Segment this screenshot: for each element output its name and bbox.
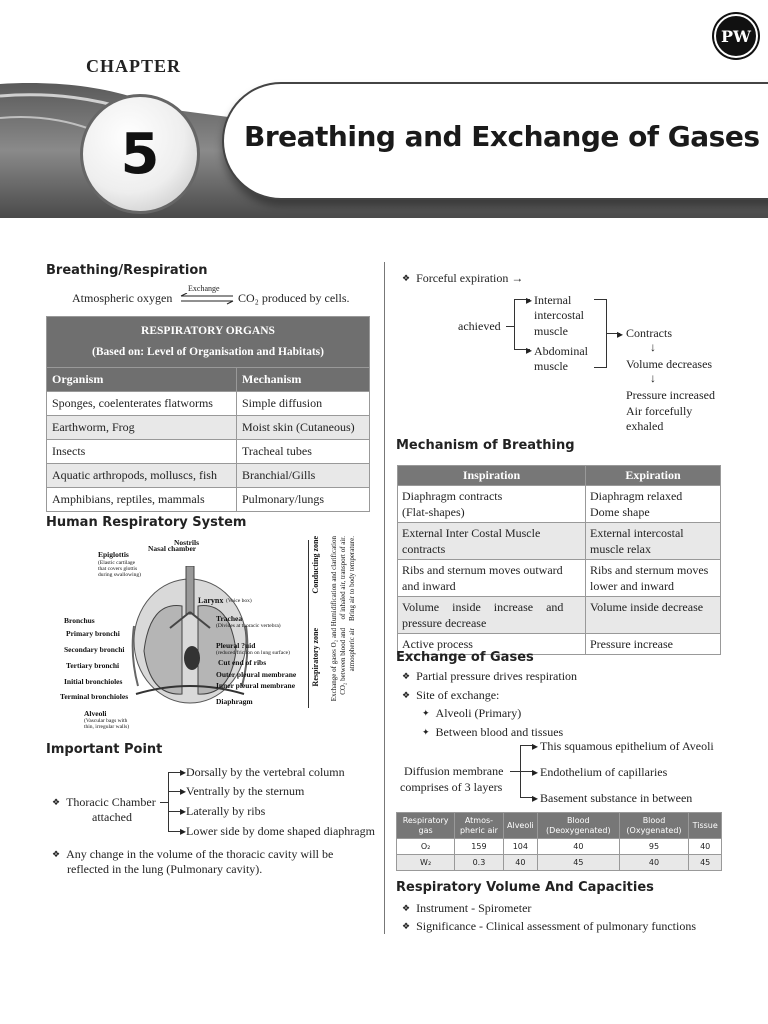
bracket-line bbox=[160, 802, 168, 803]
exchange-arrow-icon bbox=[179, 293, 235, 305]
volume-bullet: ❖ Instrument - Spirometer bbox=[402, 901, 531, 916]
zone-divider bbox=[308, 540, 309, 708]
organs-col-organism: Organism bbox=[47, 368, 237, 392]
thoracic-label-2: attached bbox=[92, 810, 132, 824]
diagram-label: Cut end of ribs bbox=[218, 658, 267, 667]
diagram-note: (Divides at thoracic vertebra) bbox=[216, 623, 281, 629]
diagram-label: Alveoli bbox=[84, 709, 107, 718]
diagram-label: Primary bronchi bbox=[66, 629, 120, 638]
diagram-label: Larynx bbox=[198, 596, 224, 605]
diagram-label: Pleural ?uid bbox=[216, 641, 256, 650]
arrow-icon: ▸ bbox=[532, 765, 539, 779]
layer-item: Basement substance in between bbox=[540, 791, 693, 805]
volume-bullet: ❖ Significance - Clinical assessment of pulmonary functions bbox=[402, 919, 696, 934]
table-row: External Inter Costal Muscle contracts External intercostal muscle relax bbox=[398, 523, 721, 560]
muscle-label: intercostal bbox=[534, 308, 584, 322]
diffusion-label-2: comprises of 3 layers bbox=[400, 780, 503, 794]
diagram-label: Tertiary bronchi bbox=[66, 661, 120, 670]
arrow-icon: ▸ bbox=[180, 784, 187, 798]
muscle-label: Abdominal bbox=[534, 344, 588, 358]
zone-desc: Bring air to body temperature. bbox=[348, 536, 356, 621]
exchange-sub-bullet: ✦ Between blood and tissues bbox=[422, 725, 563, 740]
mechanism-heading: Mechanism of Breathing bbox=[396, 438, 575, 453]
table-row: Insects Tracheal tubes bbox=[47, 440, 370, 464]
muscle-label: muscle bbox=[534, 359, 568, 373]
conducting-zone-label: Conducting zone bbox=[311, 536, 320, 594]
mech-col-inspiration: Inspiration bbox=[398, 466, 586, 486]
arrow-icon: ▸ bbox=[526, 293, 533, 307]
gas-col-header: Blood (Oxygenated) bbox=[619, 813, 689, 839]
gas-col-header: Tissue bbox=[689, 813, 722, 839]
diagram-label: Epiglottis bbox=[98, 550, 129, 559]
bracket-line bbox=[594, 299, 606, 300]
table-row: W₂ 0.3 40 45 40 45 bbox=[397, 855, 722, 871]
bracket-line bbox=[168, 772, 169, 832]
diagram-label: Nasal chamber bbox=[148, 544, 197, 553]
zone-desc: atmospheric air bbox=[348, 628, 356, 672]
muscle-label: muscle bbox=[534, 324, 568, 338]
arrow-icon: ▸ bbox=[617, 327, 624, 341]
air-label: Air forcefully bbox=[626, 404, 693, 418]
diagram-label: Secondary bronchi bbox=[64, 645, 125, 654]
diagram-note: (Elastic cartilage bbox=[98, 560, 136, 566]
bracket-line bbox=[594, 367, 606, 368]
partial-pressure-table bbox=[396, 812, 722, 871]
zone-desc: CO₂ between blood and bbox=[339, 628, 347, 695]
table-row: Active process Pressure increase bbox=[398, 634, 721, 655]
diffusion-label: Diffusion membrane bbox=[404, 764, 504, 778]
mech-col-expiration: Expiration bbox=[586, 466, 721, 486]
exchange-bullet: ❖ Site of exchange: bbox=[402, 688, 499, 703]
achieved-label: achieved bbox=[458, 319, 501, 333]
respiratory-organs-table bbox=[46, 316, 370, 512]
diagram-label: Outer pleural membrane bbox=[216, 670, 297, 679]
bracket-line bbox=[510, 771, 520, 772]
pw-logo: PW bbox=[714, 14, 758, 58]
arrow-icon: ▸ bbox=[532, 791, 539, 805]
forceful-expiration: ❖ Forceful expiration → bbox=[402, 271, 523, 286]
thoracic-item: Laterally by ribs bbox=[186, 804, 266, 818]
table-row: Ribs and sternum moves outward and inward Ribs and sternum moves lower and inward bbox=[398, 560, 721, 597]
arrow-icon: ▸ bbox=[180, 824, 187, 838]
chapter-number: 5 bbox=[120, 121, 160, 187]
organs-table-title: RESPIRATORY ORGANS (Based on: Level of Organisation and Habitats) bbox=[47, 317, 370, 368]
table-row: Aquatic arthropods, molluscs, fish Branchial/Gills bbox=[47, 464, 370, 488]
table-row: Volume inside increase and pressure decrease Volume inside decrease bbox=[398, 597, 721, 634]
gas-col-header: Atmos- pheric air bbox=[455, 813, 503, 839]
diagram-label: Initial bronchioles bbox=[64, 677, 123, 686]
mechanism-table bbox=[397, 465, 721, 655]
diagram-label: Inner pleural membrane bbox=[216, 681, 296, 690]
gas-col-header: Blood (Deoxygenated) bbox=[538, 813, 620, 839]
chapter-title: Breathing and Exchange of Gases bbox=[244, 120, 760, 153]
pressure-label: Pressure increased bbox=[626, 388, 715, 402]
breathing-eq-right: CO₂ produced by cells. bbox=[238, 291, 350, 305]
exchange-arrow-label: Exchange bbox=[188, 284, 220, 293]
exchange-heading: Exchange of Gases bbox=[396, 650, 534, 665]
arrow-icon: ▸ bbox=[526, 343, 533, 357]
hrs-heading: Human Respiratory System bbox=[46, 515, 247, 530]
thoracic-label: ❖ Thoracic Chamber bbox=[52, 795, 156, 810]
breathing-heading: Breathing/Respiration bbox=[46, 263, 208, 278]
bracket-line bbox=[506, 326, 514, 327]
arrow-icon: ▸ bbox=[180, 804, 187, 818]
diagram-label: Trachea bbox=[216, 614, 243, 623]
chapter-number-badge bbox=[80, 94, 200, 214]
zone-desc: of inhaled air, transport of air. bbox=[339, 536, 347, 620]
gas-col-header: Respiratory gas bbox=[397, 813, 455, 839]
diagram-label: Nostrils bbox=[174, 538, 199, 547]
respiratory-zone-label: Respiratory zone bbox=[311, 628, 320, 687]
layer-item: This squamous epithelium of Aveoli bbox=[540, 739, 714, 753]
exchange-bullet: ❖ Partial pressure drives respiration bbox=[402, 669, 577, 684]
diagram-note: that covers glottis bbox=[98, 566, 138, 572]
diagram-note: (Voice box) bbox=[226, 598, 252, 604]
chapter-header bbox=[0, 0, 768, 222]
gas-col-header: Alveoli bbox=[503, 813, 537, 839]
down-arrow-icon: ↓ bbox=[650, 371, 656, 385]
volume-heading: Respiratory Volume And Capacities bbox=[396, 880, 654, 895]
layer-item: Endothelium of capillaries bbox=[540, 765, 668, 779]
exhaled-label: exhaled bbox=[626, 419, 664, 433]
muscle-label: Internal bbox=[534, 293, 572, 307]
breathing-eq-left: Atmospheric oxygen bbox=[72, 291, 173, 305]
diagram-label: Bronchus bbox=[64, 616, 95, 625]
chapter-label: CHAPTER bbox=[86, 56, 182, 76]
contracts-label: Contracts bbox=[626, 326, 672, 340]
volume-note: ❖ Any change in the volume of the thoracic cavity will be bbox=[52, 847, 333, 862]
important-heading: Important Point bbox=[46, 742, 163, 757]
down-arrow-icon: ↓ bbox=[650, 340, 656, 354]
volume-note-2: reflected in the lung (Pulmonary cavity). bbox=[67, 862, 263, 876]
thoracic-item: Ventrally by the sternum bbox=[186, 784, 305, 798]
diagram-note: (Vascular bags with bbox=[84, 718, 128, 724]
arrow-icon: ▸ bbox=[180, 765, 187, 779]
diagram-label: Terminal bronchioles bbox=[60, 692, 129, 701]
diagram-note: (reduced friction on lung surface) bbox=[216, 650, 290, 656]
organs-col-mechanism: Mechanism bbox=[237, 368, 370, 392]
table-row: Sponges, coelenterates flatworms Simple diffusion bbox=[47, 392, 370, 416]
volume-decreases-label: Volume decreases bbox=[626, 357, 713, 371]
table-row: Amphibians, reptiles, mammals Pulmonary/lungs bbox=[47, 488, 370, 512]
diagram-note: during swallowing) bbox=[98, 572, 141, 578]
zone-desc: Humidification and clarification bbox=[330, 536, 338, 627]
column-divider bbox=[384, 262, 385, 934]
table-row: O₂ 159 104 40 95 40 bbox=[397, 839, 722, 855]
thoracic-item: Dorsally by the vertebral column bbox=[186, 765, 345, 779]
respiratory-system-diagram bbox=[60, 536, 378, 736]
table-row: Diaphragm contracts (Flat-shapes) Diaphragm relaxed Dome shape bbox=[398, 486, 721, 523]
zone-desc: Exchange of gases O₂ and bbox=[330, 628, 338, 702]
table-row: Earthworm, Frog Moist skin (Cutaneous) bbox=[47, 416, 370, 440]
arrow-icon: ▸ bbox=[532, 739, 539, 753]
diagram-label: Diaphragm bbox=[216, 697, 253, 706]
exchange-sub-bullet: ✦ Alveoli (Primary) bbox=[422, 706, 521, 721]
thoracic-item: Lower side by dome shaped diaphragm bbox=[186, 824, 375, 838]
bracket-line bbox=[514, 299, 515, 349]
diagram-note: thin, irregular walls) bbox=[84, 724, 130, 730]
